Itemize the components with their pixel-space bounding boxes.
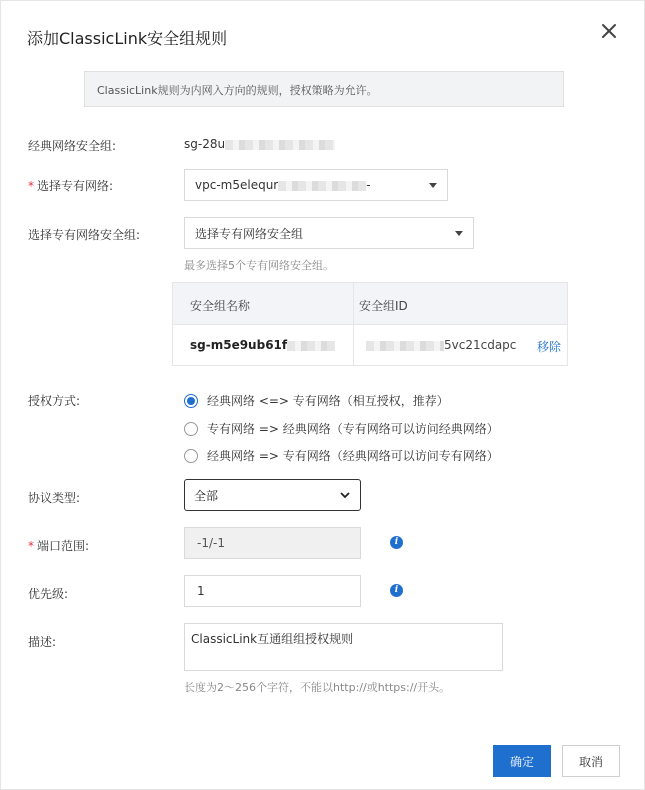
radio-checked-icon[interactable] [184,394,198,408]
close-icon[interactable] [601,23,621,43]
table-row [173,325,567,365]
classic-sg-label: 经典网络安全组: [28,139,117,153]
port-range-input [184,527,361,559]
caret-down-icon [455,231,463,236]
auth-option-vpc-to-classic[interactable] [184,420,499,437]
classic-sg-id: sg-28u [184,137,226,151]
vpc-label [28,177,113,194]
priority-label: 优先级: [28,587,69,601]
priority-input[interactable] [184,575,361,607]
auth-option-classic-to-vpc[interactable] [184,447,499,464]
vpc-sg-hint: 最多选择5个专有网络安全组。 [184,259,334,272]
masked-text [366,341,444,351]
protocol-select[interactable] [184,479,361,511]
masked-text [278,181,366,191]
notice-banner: ClassicLink规则为内网入方向的规则，授权策略为允许。 [84,71,564,107]
info-icon[interactable]: i [390,584,403,597]
sg-id-cell [354,338,567,352]
sg-id: 5vc21cdapc [444,338,517,352]
vpc-id-suffix: - [366,178,371,192]
radio-icon[interactable] [184,422,198,436]
priority-value: 1 [197,584,205,598]
cancel-button[interactable]: 取消 [562,745,620,777]
radio-icon[interactable] [184,449,198,463]
vpc-sg-select[interactable] [184,217,474,249]
description-label: 描述: [28,635,57,649]
confirm-button[interactable]: 确定 [493,745,551,777]
auth-label: 授权方式: [28,394,81,408]
vpc-select[interactable] [184,169,448,201]
required-mark: * [28,179,34,193]
vpc-label-text: 选择专有网络: [37,179,114,193]
description-hint: 长度为2～256个字符，不能以http://或https://开头。 [184,681,451,694]
protocol-value: 全部 [194,488,219,503]
table-header [173,283,567,325]
sg-name: sg-m5e9ub61f [190,338,288,352]
remove-link[interactable]: 移除 [536,340,561,354]
chevron-down-icon [339,489,351,501]
auth-option-label: 经典网络 => 专有网络（经典网络可以访问专有网络） [207,449,499,463]
vpc-sg-placeholder: 选择专有网络安全组 [195,226,304,241]
caret-down-icon [429,183,437,188]
classic-sg-value [184,137,335,151]
sg-name-cell [173,325,354,365]
port-range-value: -1/-1 [197,536,225,550]
auth-option-label: 专有网络 => 经典网络（专有网络可以访问经典网络） [207,422,499,436]
column-header-name: 安全组名称 [173,283,354,324]
vpc-sg-label: 选择专有网络安全组: [28,228,141,242]
port-label [28,537,89,554]
vpc-select-value [195,178,371,192]
protocol-label: 协议类型: [28,491,81,505]
dialog-title: 添加ClassicLink安全组规则 [27,29,228,48]
port-label-text: 端口范围: [37,539,90,553]
masked-text [225,140,335,150]
vpc-id-prefix: vpc-m5elequr [195,178,279,192]
required-mark: * [28,539,34,553]
info-icon[interactable]: i [390,536,403,549]
description-textarea[interactable]: ClassicLink互通组组授权规则 [184,623,503,671]
auth-option-label: 经典网络 <=> 专有网络（相互授权，推荐） [207,394,449,408]
masked-text [287,341,335,351]
column-header-id: 安全组ID [359,299,408,313]
auth-option-mutual[interactable] [184,392,449,409]
selected-sg-table [172,282,568,366]
